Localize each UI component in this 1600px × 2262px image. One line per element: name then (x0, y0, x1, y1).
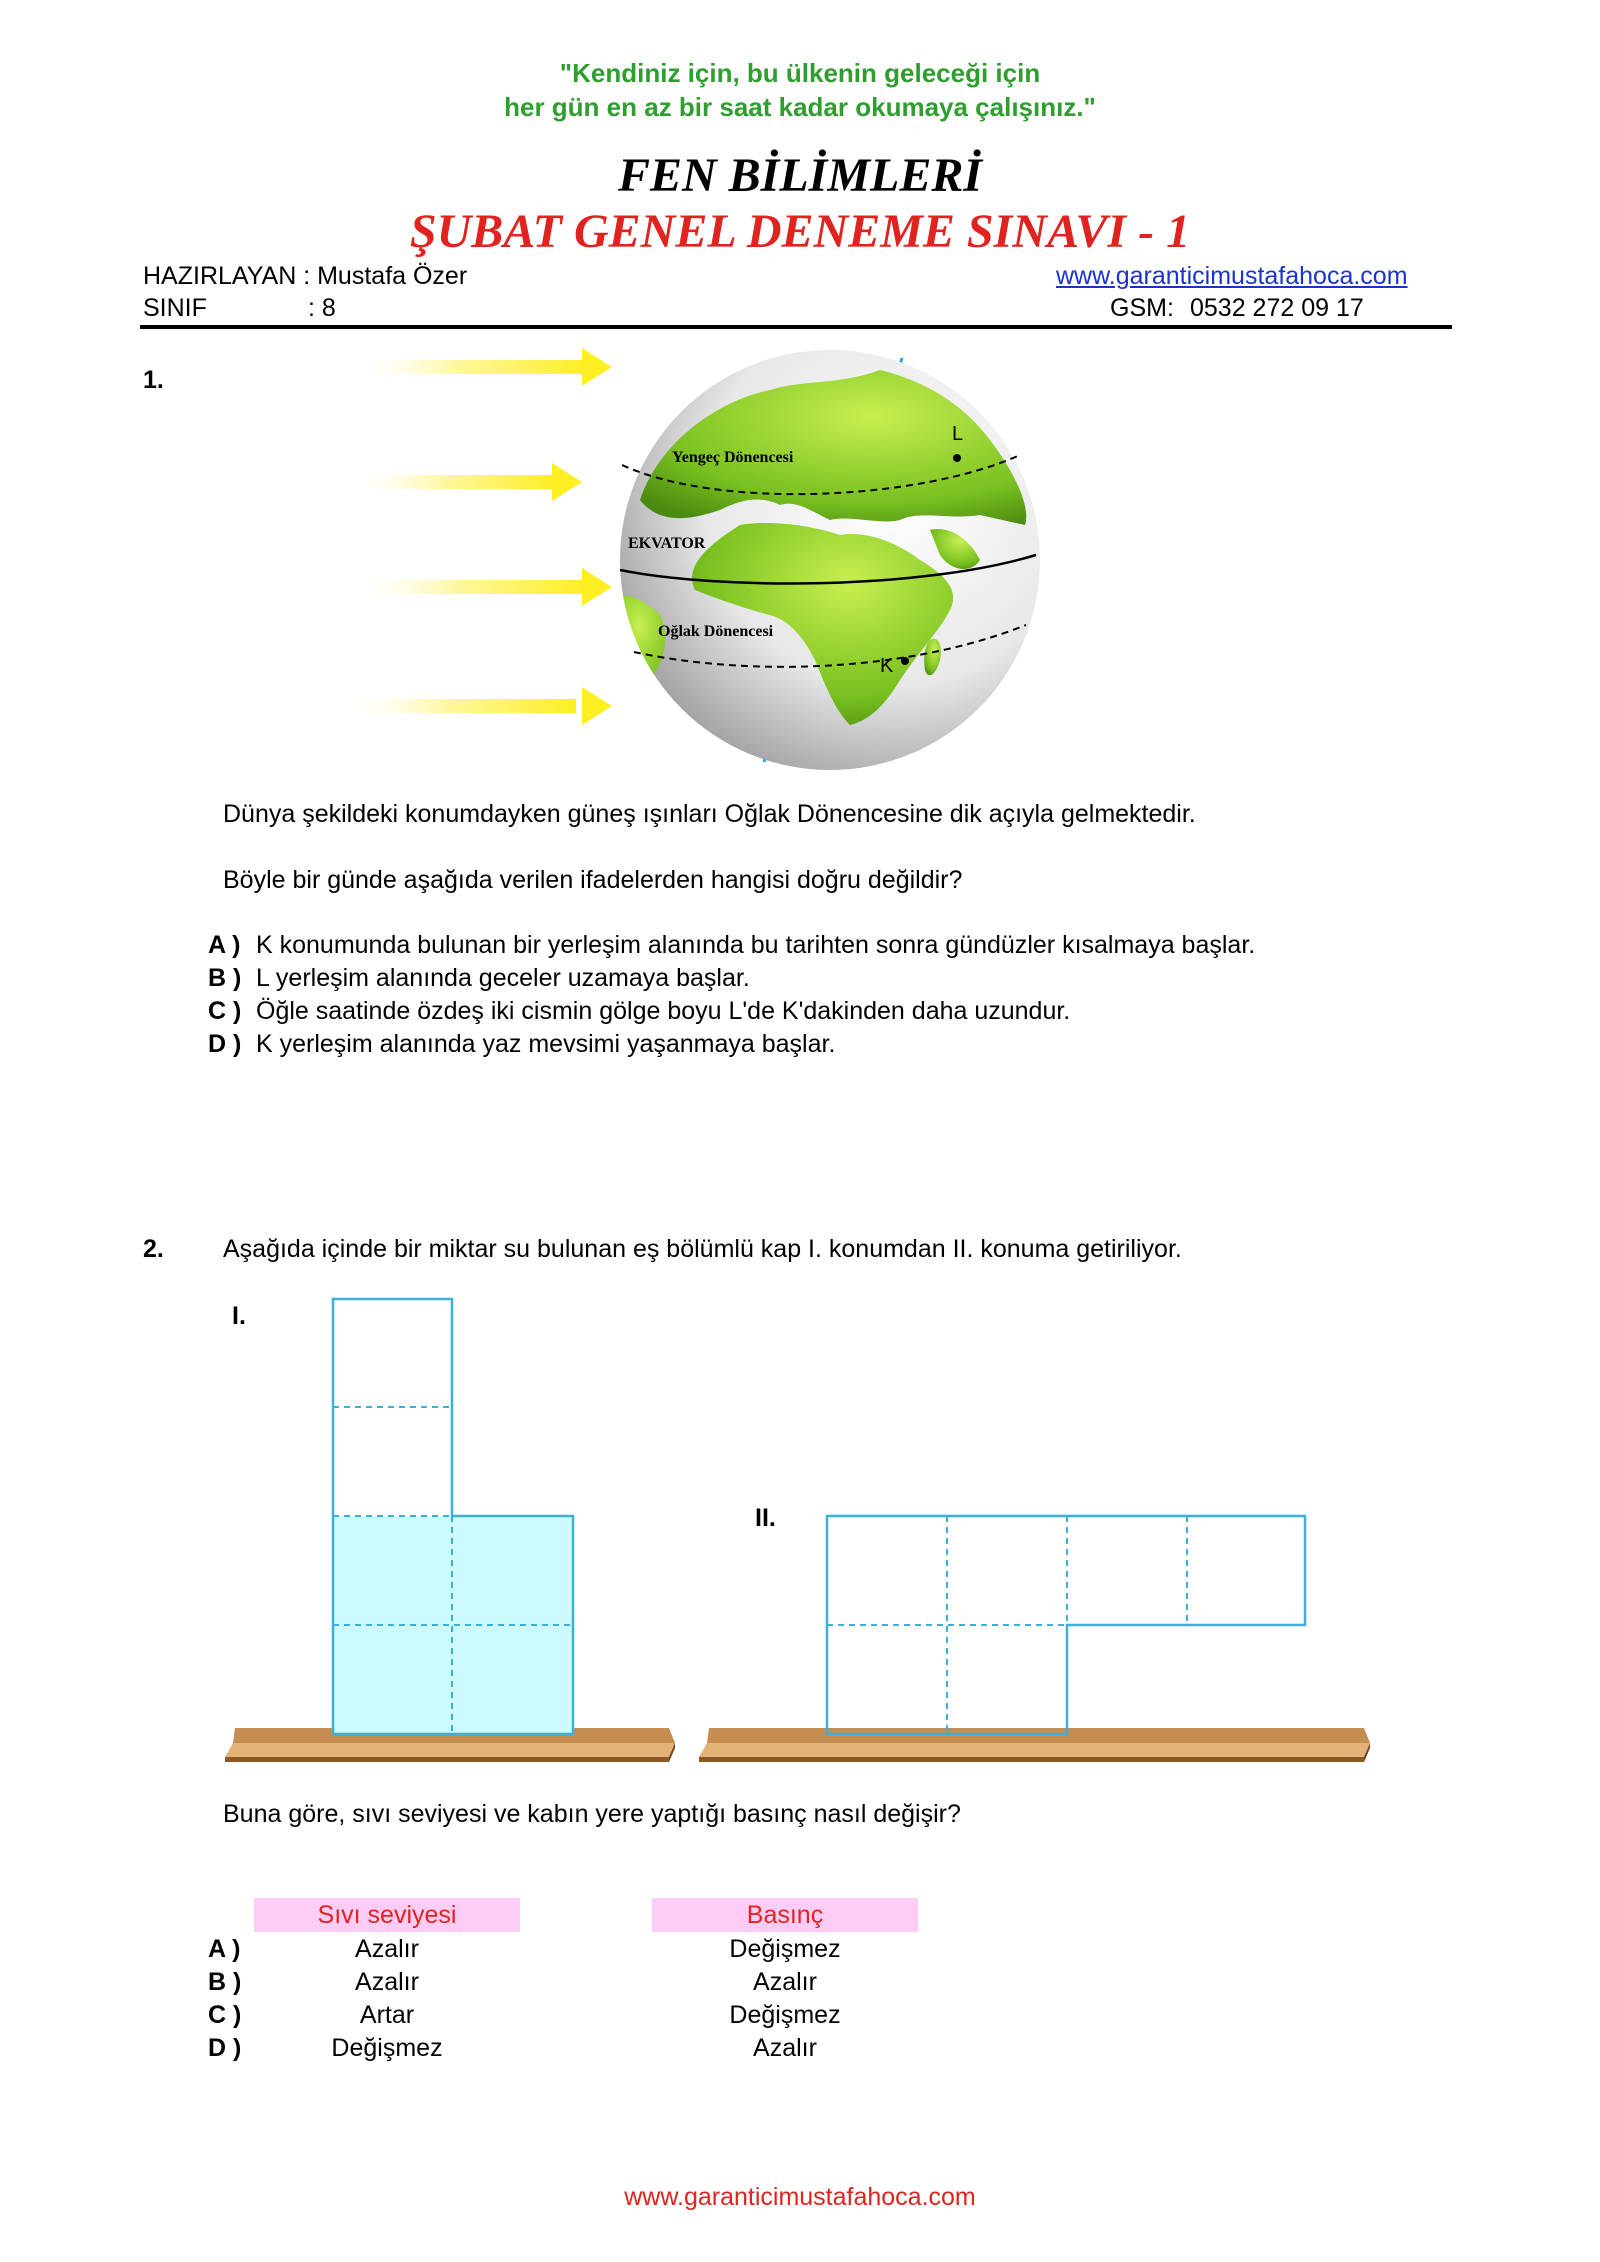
position-1-label: I. (232, 1302, 246, 1330)
question-2-number: 2. (143, 1235, 164, 1263)
author-label: HAZIRLAYAN : Mustafa Özer (143, 262, 468, 290)
sun-ray-3-icon (350, 568, 612, 606)
point-k-marker-icon (901, 657, 909, 665)
sun-ray-2-icon (350, 463, 582, 501)
pressure-cell: Azalır (753, 2034, 817, 2062)
option-c[interactable] (208, 995, 1255, 1028)
label-equator: EKVATOR (628, 535, 706, 552)
option-text: Öğle saatinde özdeş iki cismin gölge boyu L'de K'dakinden daha uzundur. (256, 997, 1071, 1025)
footer-website[interactable]: www.garanticimustafahoca.com (624, 2183, 976, 2211)
gsm-label: GSM: (1110, 294, 1174, 322)
sun-ray-4-icon (340, 687, 612, 725)
earth-globe-figure (600, 350, 1060, 770)
pressure-cell: Değişmez (729, 1935, 841, 1963)
table-row[interactable] (208, 2032, 968, 2065)
motto-line-2: her gün en az bir saat kadar okumaya çalışınız." (504, 92, 1096, 122)
question-1-prompt: Böyle bir günde aşağıda verilen ifadelerden hangisi doğru değildir? (223, 866, 963, 894)
option-d[interactable] (208, 1028, 1255, 1061)
exam-title: ŞUBAT GENEL DENEME SINAVI - 1 (409, 205, 1191, 258)
question-1-statement: Dünya şekildeki konumdayken güneş ışınları Oğlak Dönencesine dik açıyla gelmektedir. (223, 800, 1196, 828)
row-letter: B ) (208, 1968, 242, 1996)
sun-ray-1-icon (350, 348, 612, 386)
sun-rays (330, 340, 620, 740)
class-label: SINIF (143, 294, 207, 322)
level-cell: Azalır (355, 1968, 419, 1996)
header-rule (140, 325, 1452, 329)
option-text: K konumunda bulunan bir yerleşim alanında bu tarihten sonra gündüzler kısalmaya başlar. (256, 931, 1256, 959)
table-row[interactable] (208, 1933, 968, 1966)
answer-table (208, 1933, 968, 2065)
container-position-1 (333, 1299, 573, 1734)
label-tropic-cancer: Yengeç Dönencesi (672, 449, 794, 466)
row-letter: C ) (208, 2001, 242, 2029)
option-letter: B ) (208, 964, 242, 992)
level-cell: Azalır (355, 1935, 419, 1963)
option-letter: C ) (208, 997, 242, 1025)
pressure-cell: Değişmez (729, 2001, 841, 2029)
option-text: L yerleşim alanında geceler uzamaya başlar. (256, 964, 750, 992)
label-tropic-capricorn: Oğlak Dönencesi (658, 623, 774, 640)
container-position-2 (827, 1516, 1305, 1734)
table-row[interactable] (208, 1999, 968, 2032)
column-header-pressure: Basınç (652, 1898, 918, 1932)
question-1-number: 1. (143, 366, 164, 394)
gsm-value: 0532 272 09 17 (1190, 294, 1364, 322)
column-header-level: Sıvı seviyesi (254, 1898, 520, 1932)
question-2-statement: Aşağıda içinde bir miktar su bulunan eş bölümlü kap I. konumdan II. konuma getiriliyor. (223, 1235, 1182, 1263)
level-cell: Artar (359, 2001, 415, 2029)
position-2-label: II. (755, 1504, 776, 1532)
container-figure (215, 1285, 1375, 1770)
option-b[interactable] (208, 962, 1255, 995)
table-row[interactable] (208, 1966, 968, 1999)
question-1-options (208, 929, 1255, 1061)
row-letter: D ) (208, 2034, 242, 2062)
question-2-prompt: Buna göre, sıvı seviyesi ve kabın yere yaptığı basınç nasıl değişir? (223, 1800, 961, 1828)
option-text: K yerleşim alanında yaz mevsimi yaşanmaya başlar. (256, 1030, 836, 1058)
subject-title: FEN BİLİMLERİ (617, 149, 983, 202)
class-value: : 8 (308, 294, 336, 322)
option-a[interactable] (208, 929, 1255, 962)
option-letter: D ) (208, 1030, 242, 1058)
point-l-label: L (952, 423, 964, 445)
point-l-marker-icon (953, 454, 961, 462)
option-letter: A ) (208, 931, 241, 959)
level-cell: Değişmez (331, 2034, 443, 2062)
pressure-cell: Azalır (753, 1968, 817, 1996)
website-link[interactable]: www.garanticimustafahoca.com (1056, 262, 1408, 290)
point-k-label: K (880, 655, 894, 677)
motto-line-1: "Kendiniz için, bu ülkenin geleceği için (559, 58, 1041, 88)
row-letter: A ) (208, 1935, 241, 1963)
